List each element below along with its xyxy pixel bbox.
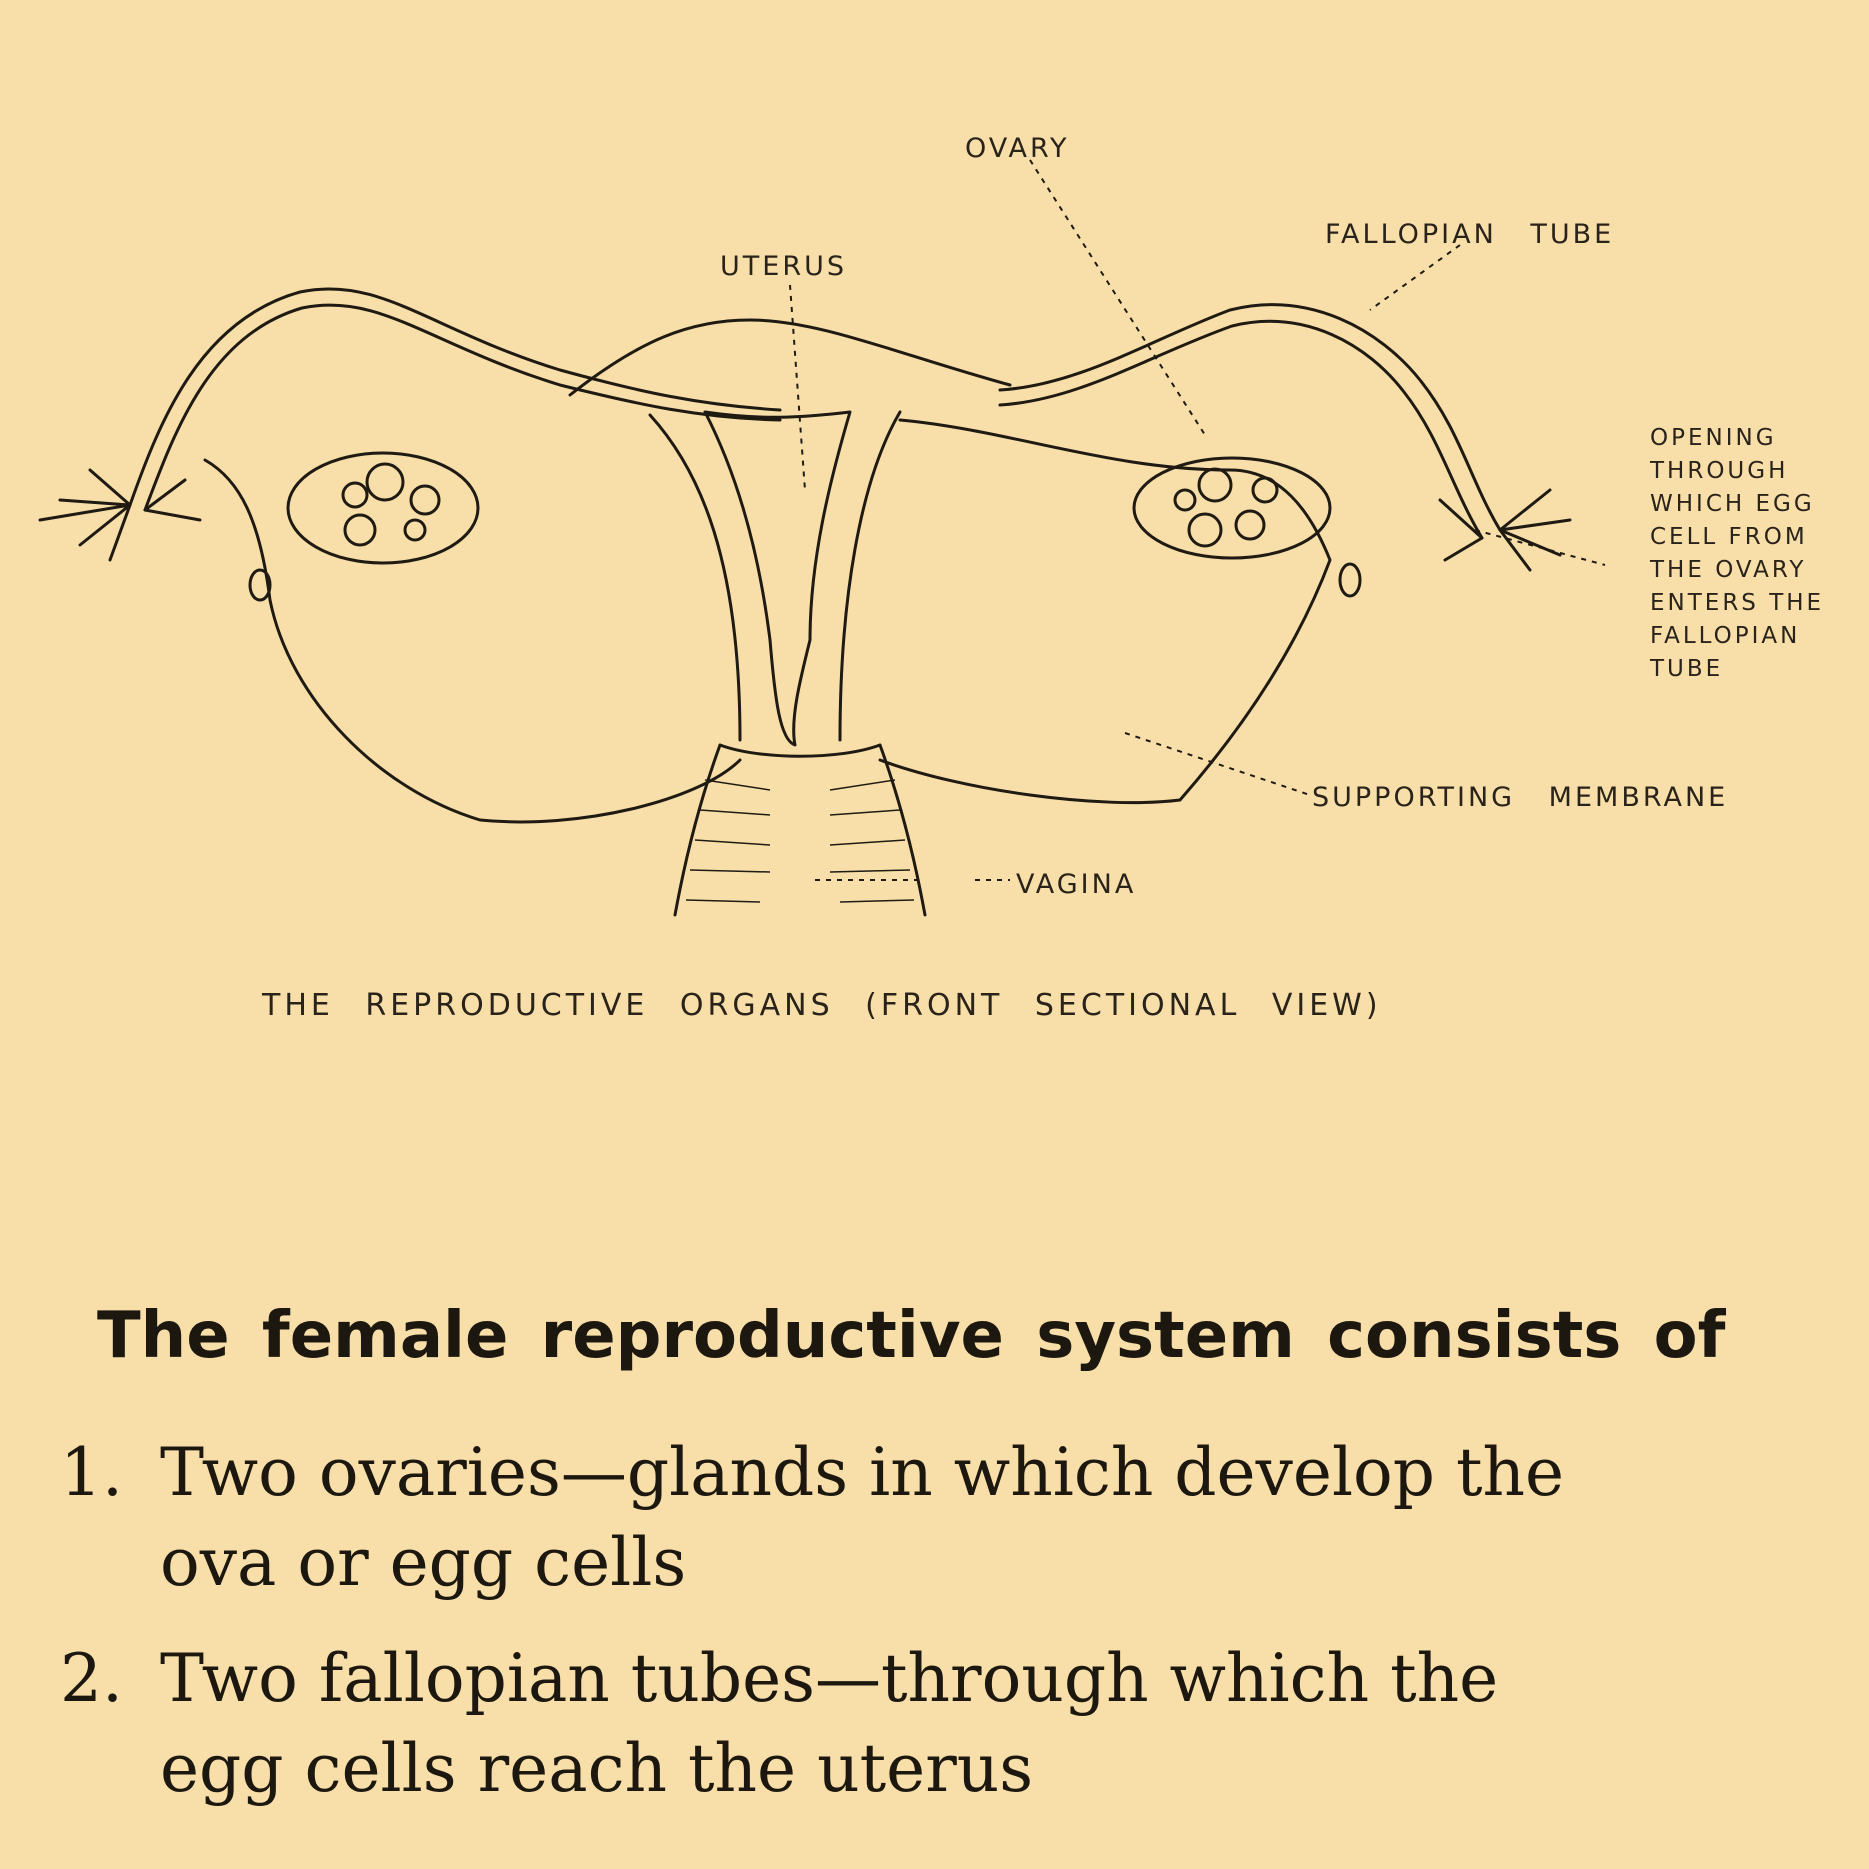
list-item-number: 2. <box>60 1640 123 1717</box>
list-item <box>60 1634 1620 1814</box>
svg-text:THROUGH: THROUGH <box>1650 458 1789 484</box>
left-supporting-membrane <box>205 460 740 822</box>
left-fimbriae <box>40 470 200 560</box>
supporting-membrane-label: SUPPORTING MEMBRANE <box>1312 782 1729 813</box>
list-item-text: Two ovaries—glands in which develop the ova or egg cells <box>160 1434 1565 1601</box>
left-ovary <box>288 453 478 563</box>
section-heading: The female reproductive system consists of <box>97 1299 1726 1373</box>
uterus-fundus <box>570 320 1010 395</box>
right-fallopian-tube <box>1000 305 1500 530</box>
svg-text:FALLOPIAN: FALLOPIAN <box>1650 623 1801 649</box>
fallopian-tube-leader-line <box>1370 245 1460 310</box>
right-fimbriae <box>1440 490 1570 570</box>
opening-leader-line <box>1475 530 1605 565</box>
svg-text:OPENING: OPENING <box>1650 425 1777 451</box>
vagina-label: VAGINA <box>1016 869 1137 900</box>
uterus-leader-line <box>790 285 805 490</box>
vagina <box>675 745 720 915</box>
fallopian-tube-label: FALLOPIAN TUBE <box>1325 219 1615 250</box>
uterus-label: UTERUS <box>720 251 847 282</box>
svg-text:TUBE: TUBE <box>1650 656 1724 682</box>
list-item-number: 1. <box>60 1434 123 1511</box>
list-item-text: Two fallopian tubes—through which the egg cells reach the uterus <box>160 1640 1499 1807</box>
svg-text:CELL FROM: CELL FROM <box>1650 524 1808 550</box>
svg-text:ENTERS THE: ENTERS THE <box>1650 590 1825 616</box>
organ-list <box>60 1428 1620 1840</box>
svg-text:WHICH EGG: WHICH EGG <box>1650 491 1815 517</box>
supporting-membrane-leader-line <box>1125 733 1310 795</box>
list-item <box>60 1428 1620 1608</box>
svg-text:THE OVARY: THE OVARY <box>1650 557 1807 583</box>
ovary-label: OVARY <box>965 133 1070 164</box>
opening-label <box>1649 425 1824 682</box>
diagram-caption: THE REPRODUCTIVE ORGANS (FRONT SECTIONAL VIEW) <box>262 988 1382 1023</box>
